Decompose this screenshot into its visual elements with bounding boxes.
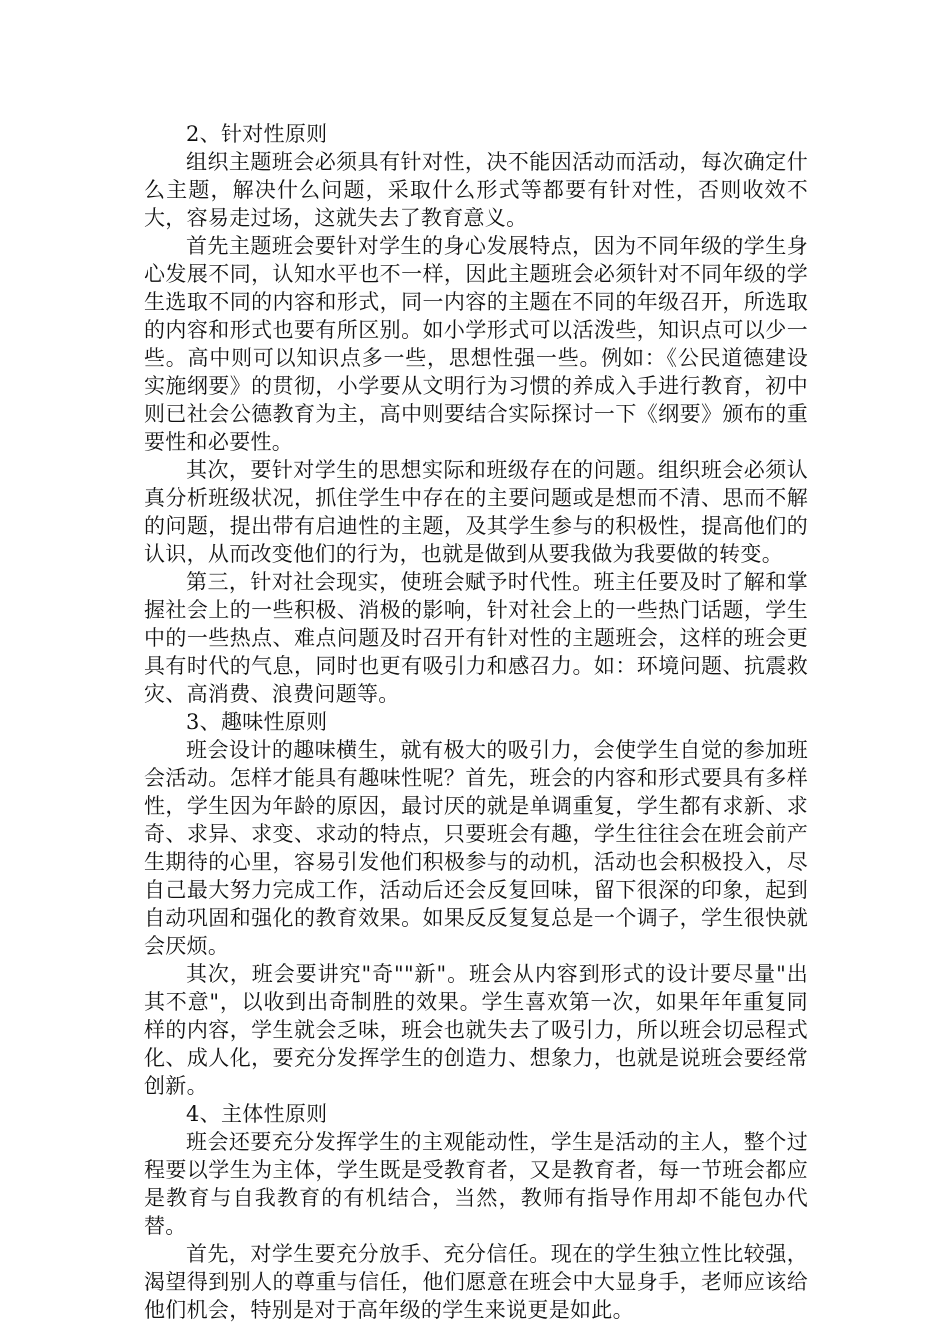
paragraph: 班会设计的趣味横生，就有极大的吸引力，会使学生自觉的参加班会活动。怎样才能具有趣味性呢？首先，班会的内容和形式要具有多样性，学生因为年龄的原因，最讨厌的就是单调重复，学生都有求新、求奇、求异、求变、求动的特点，只要班会有趣，学生往往会在班会前产生期待的心里，容易引发他们积极参与的动机，活动也会积极投入，尽自己最大努力完成工作，活动后还会反复回味，留下很深的印象，起到自动巩固和强化的教育效果。如果反反复复总是一个调子，学生很快就会厌烦。	[144, 738, 808, 958]
paragraph: 班会还要充分发挥学生的主观能动性，学生是活动的主人，整个过程要以学生为主体，学生既是受教育者，又是教育者，每一节班会都应是教育与自我教育的有机结合，当然，教师有指导作用却不能包办代替。	[144, 1130, 808, 1238]
paragraph: 其次，班会要讲究"奇""新"。班会从内容到形式的设计要尽量"出其不意"，以收到出奇制胜的效果。学生喜欢第一次，如果年年重复同样的内容，学生就会乏味，班会也就失去了吸引力，所以班会切忌程式化、成人化，要充分发挥学生的创造力、想象力，也就是说班会要经常创新。	[144, 962, 808, 1098]
paragraph: 首先，对学生要充分放手、充分信任。现在的学生独立性比较强，渴望得到别人的尊重与信任，他们愿意在班会中大显身手，老师应该给他们机会，特别是对于高年级的学生来说更是如此。	[144, 1242, 808, 1322]
paragraph: 组织主题班会必须具有针对性，决不能因活动而活动，每次确定什么主题，解决什么问题，采取什么形式等都要有针对性，否则收效不大，容易走过场，这就失去了教育意义。	[144, 150, 808, 230]
section-heading-interest: 3、趣味性原则	[186, 710, 328, 734]
section-heading-subjectivity: 4、主体性原则	[186, 1102, 328, 1126]
paragraph: 首先主题班会要针对学生的身心发展特点，因为不同年级的学生身心发展不同，认知水平也不一样，因此主题班会必须针对不同年级的学生选取不同的内容和形式，同一内容的主题在不同的年级召开，所选取的内容和形式也要有所区别。如小学形式可以活泼些，知识点可以少一些。高中则可以知识点多一些，思想性强一些。例如：《公民道德建设实施纲要》的贯彻，小学要从文明行为习惯的养成入手进行教育，初中则已社会公德教育为主，高中则要结合实际探讨一下《纲要》颁布的重要性和必要性。	[144, 234, 808, 454]
document-body	[144, 120, 808, 1324]
paragraph: 其次，要针对学生的思想实际和班级存在的问题。组织班会必须认真分析班级状况，抓住学生中存在的主要问题或是想而不清、思而不解的问题，提出带有启迪性的主题，及其学生参与的积极性，提高他们的认识，从而改变他们的行为，也就是做到从要我做为我要做的转变。	[144, 458, 808, 566]
paragraph: 第三，针对社会现实，使班会赋予时代性。班主任要及时了解和掌握社会上的一些积极、消极的影响，针对社会上的一些热门话题，学生中的一些热点、难点问题及时召开有针对性的主题班会，这样的班会更具有时代的气息，同时也更有吸引力和感召力。如：环境问题、抗震救灾、高消费、浪费问题等。	[144, 570, 808, 706]
section-heading-targeting: 2、针对性原则	[186, 122, 328, 146]
